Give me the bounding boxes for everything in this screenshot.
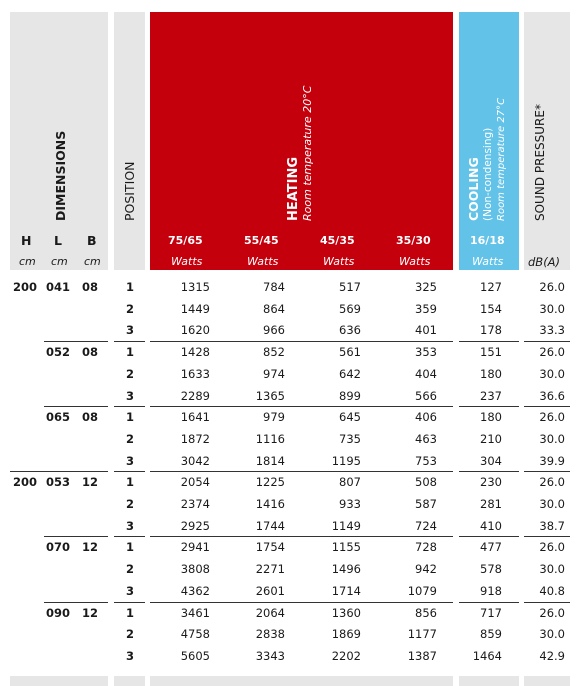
group-separator (150, 406, 453, 407)
heat-unit: Watts (323, 255, 355, 268)
group-separator (150, 536, 453, 537)
cool-16-18-value: 410 (480, 518, 502, 533)
dim-b-unit: cm (84, 255, 101, 268)
dim-l-value: 090 (46, 605, 71, 620)
cool-16-18-value: 1464 (472, 648, 502, 663)
heat-35-30-value: 1177 (407, 627, 437, 642)
position-value: 2 (125, 301, 134, 316)
cool-unit: Watts (472, 255, 504, 268)
cool-16-18-value: 717 (480, 605, 502, 620)
group-separator (459, 602, 519, 603)
position-value: 2 (125, 431, 134, 446)
dim-l-value: 053 (46, 475, 71, 490)
group-separator (150, 471, 453, 472)
group-separator (44, 536, 108, 537)
heat-75-65-value: 2941 (180, 540, 210, 555)
group-separator (114, 536, 145, 537)
heat-75-65-value: 3461 (180, 605, 210, 620)
heat-55-45-value: 852 (263, 345, 285, 360)
heat-55-45-value: 2064 (255, 605, 285, 620)
heat-75-65-value: 5605 (180, 648, 210, 663)
sound-dba-value: 30.0 (539, 366, 565, 381)
position-value: 3 (125, 518, 134, 533)
heat-35-30-value: 728 (415, 540, 437, 555)
footer-strip (459, 676, 519, 686)
group-separator (114, 471, 145, 472)
heat-75-65-value: 1872 (180, 431, 210, 446)
sound-dba-value: 42.9 (539, 648, 565, 663)
heat-unit: Watts (247, 255, 279, 268)
heat-45-35-value: 561 (339, 345, 361, 360)
heat-35-30-value: 359 (415, 301, 437, 316)
footer-strip (150, 676, 453, 686)
group-separator (459, 536, 519, 537)
group-separator (44, 602, 108, 603)
group-separator (459, 406, 519, 407)
heat-55-45-value: 3343 (255, 648, 285, 663)
heat-55-45-value: 974 (263, 366, 285, 381)
sound-dba-value: 30.0 (539, 431, 565, 446)
dim-b-value: 12 (82, 475, 99, 490)
group-separator (524, 406, 570, 407)
position-value: 2 (125, 627, 134, 642)
group-separator (114, 341, 145, 342)
sound-dba-value: 26.0 (539, 605, 565, 620)
dim-b-value: 08 (82, 280, 99, 294)
heat-75-65-value: 1641 (180, 410, 210, 425)
heat-75-65-value: 1315 (180, 280, 210, 294)
heat-55-45-value: 1365 (255, 388, 285, 403)
heat-unit: Watts (399, 255, 431, 268)
heat-45-35-value: 1149 (331, 518, 361, 533)
position-value: 3 (125, 453, 134, 468)
position-value: 1 (125, 280, 134, 294)
sound-dba-value: 38.7 (539, 518, 565, 533)
heat-45-35-value: 2202 (331, 648, 361, 663)
heat-45-35-value: 569 (339, 301, 361, 316)
footer-strip (10, 676, 108, 686)
heat-35-30-value: 404 (415, 366, 437, 381)
dim-b-label: B (87, 233, 97, 248)
group-separator (150, 602, 453, 603)
group-separator (524, 536, 570, 537)
sound-unit: dB(A) (528, 255, 561, 269)
heat-45-35-value: 642 (339, 366, 361, 381)
heat-35-30-value: 942 (415, 562, 437, 577)
cool-16-18-value: 127 (480, 280, 502, 294)
heat-55-45-value: 2601 (255, 583, 285, 598)
heat-55-45-value: 864 (263, 301, 285, 316)
group-separator (524, 341, 570, 342)
dim-l-value: 065 (46, 410, 71, 425)
dim-b-value: 08 (82, 345, 99, 360)
heat-35-30-value: 325 (415, 280, 437, 294)
heat-35-30-value: 1387 (407, 648, 437, 663)
heat-75-65-value: 4362 (180, 583, 210, 598)
heat-45-35-value: 1869 (331, 627, 361, 642)
heat-55-45-value: 1814 (255, 453, 285, 468)
heat-45-35-value: 1496 (331, 562, 361, 577)
cool-16-18-value: 180 (480, 410, 502, 425)
group-separator (459, 471, 519, 472)
dim-l-unit: cm (51, 255, 68, 268)
heat-75-65-value: 1449 (180, 301, 210, 316)
position-value: 1 (125, 540, 134, 555)
sound-dba-value: 26.0 (539, 280, 565, 294)
heat-45-35-value: 636 (339, 323, 361, 338)
cool-16-18-value: 281 (480, 497, 502, 511)
heating-title: HEATING (286, 156, 301, 221)
cool-16-18-value: 918 (480, 583, 502, 598)
heat-55-45-value: 1416 (255, 497, 285, 511)
position-value: 1 (125, 345, 134, 360)
heat-55-45-value: 1754 (255, 540, 285, 555)
cool-16-18-value: 154 (480, 301, 502, 316)
dim-h-unit: cm (19, 255, 36, 268)
footer-strip (524, 676, 570, 686)
group-separator (114, 406, 145, 407)
sound-title: SOUND PRESSURE* (533, 104, 547, 221)
heat-35-30-value: 406 (415, 410, 437, 425)
heat-45-35-value: 933 (339, 497, 361, 511)
heat-unit: Watts (171, 255, 203, 268)
cool-16-18-value: 477 (480, 540, 502, 555)
sound-dba-value: 40.8 (539, 583, 565, 598)
position-value: 2 (125, 562, 134, 577)
heat-75-65-value: 3808 (180, 562, 210, 577)
heat-75-65-value: 4758 (180, 627, 210, 642)
heat-75-65-value: 2054 (180, 475, 210, 490)
position-value: 2 (125, 497, 134, 511)
heat-45-35-value: 517 (339, 280, 361, 294)
heat-col-45-35: 45/35 (320, 234, 355, 247)
sound-dba-value: 30.0 (539, 562, 565, 577)
cool-16-18-value: 230 (480, 475, 502, 490)
heat-55-45-value: 784 (263, 280, 285, 294)
position-value: 3 (125, 648, 134, 663)
group-separator (524, 471, 570, 472)
dim-h-value: 200 (13, 475, 38, 490)
heat-45-35-value: 645 (339, 410, 361, 425)
heat-75-65-value: 1633 (180, 366, 210, 381)
position-value: 3 (125, 388, 134, 403)
group-separator (459, 341, 519, 342)
position-value: 1 (125, 475, 134, 490)
cool-16-18-value: 180 (480, 366, 502, 381)
cool-16-18-value: 304 (480, 453, 502, 468)
heat-55-45-value: 1116 (255, 431, 285, 446)
dim-b-value: 08 (82, 410, 99, 425)
cool-16-18-value: 237 (480, 388, 502, 403)
heat-col-75-65: 75/65 (168, 234, 203, 247)
sound-dba-value: 30.0 (539, 627, 565, 642)
position-value: 3 (125, 583, 134, 598)
heat-35-30-value: 724 (415, 518, 437, 533)
position-title: POSITION (122, 161, 137, 221)
group-separator (114, 602, 145, 603)
heat-col-35-30: 35/30 (396, 234, 431, 247)
heat-35-30-value: 508 (415, 475, 437, 490)
cool-16-18-value: 178 (480, 323, 502, 338)
group-separator (44, 341, 108, 342)
position-value: 2 (125, 366, 134, 381)
heat-75-65-value: 2289 (180, 388, 210, 403)
heat-45-35-value: 1155 (331, 540, 361, 555)
heat-45-35-value: 1195 (331, 453, 361, 468)
cool-16-18-value: 859 (480, 627, 502, 642)
heat-75-65-value: 1620 (180, 323, 210, 338)
cool-col-16-18: 16/18 (470, 234, 505, 247)
heat-35-30-value: 353 (415, 345, 437, 360)
heat-35-30-value: 856 (415, 605, 437, 620)
heat-35-30-value: 587 (415, 497, 437, 511)
dim-h-label: H (21, 233, 32, 248)
heat-55-45-value: 1744 (255, 518, 285, 533)
cool-16-18-value: 578 (480, 562, 502, 577)
dim-l-value: 070 (46, 540, 71, 555)
sound-dba-value: 36.6 (539, 388, 565, 403)
dim-b-value: 12 (82, 605, 99, 620)
dim-l-value: 052 (46, 345, 71, 360)
cooling-sub2: Room temperature 27°C (496, 97, 507, 221)
heat-75-65-value: 1428 (180, 345, 210, 360)
footer-strip (114, 676, 145, 686)
heat-45-35-value: 807 (339, 475, 361, 490)
cool-16-18-value: 151 (480, 345, 502, 360)
heat-55-45-value: 979 (263, 410, 285, 425)
heat-45-35-value: 1714 (331, 583, 361, 598)
heating-subtitle: Room temperature 20°C (301, 85, 314, 221)
group-separator (44, 406, 108, 407)
sound-dba-value: 30.0 (539, 497, 565, 511)
dim-l-value: 041 (46, 280, 71, 294)
heat-75-65-value: 3042 (180, 453, 210, 468)
sound-dba-value: 26.0 (539, 540, 565, 555)
heat-75-65-value: 2925 (180, 518, 210, 533)
cooling-sub1: (Non-condensing) (482, 127, 494, 221)
heat-55-45-value: 2271 (255, 562, 285, 577)
heat-35-30-value: 566 (415, 388, 437, 403)
heat-35-30-value: 401 (415, 323, 437, 338)
sound-dba-value: 26.0 (539, 410, 565, 425)
dimensions-title: DIMENSIONS (53, 130, 68, 221)
sound-dba-value: 30.0 (539, 301, 565, 316)
heat-45-35-value: 1360 (331, 605, 361, 620)
dim-b-value: 12 (82, 540, 99, 555)
dim-l-label: L (54, 233, 62, 248)
heat-55-45-value: 1225 (255, 475, 285, 490)
sound-header-bg (524, 12, 570, 270)
group-separator (150, 341, 453, 342)
heat-45-35-value: 899 (339, 388, 361, 403)
cool-16-18-value: 210 (480, 431, 502, 446)
position-value: 3 (125, 323, 134, 338)
sound-dba-value: 26.0 (539, 475, 565, 490)
heat-35-30-value: 753 (415, 453, 437, 468)
heat-75-65-value: 2374 (180, 497, 210, 511)
sound-dba-value: 33.3 (539, 323, 565, 338)
heat-55-45-value: 966 (263, 323, 285, 338)
group-separator (524, 602, 570, 603)
position-value: 1 (125, 410, 134, 425)
dim-h-value: 200 (13, 280, 38, 294)
sound-dba-value: 26.0 (539, 345, 565, 360)
heat-col-55-45: 55/45 (244, 234, 279, 247)
heat-35-30-value: 1079 (407, 583, 437, 598)
position-header-bg (114, 12, 145, 270)
heat-35-30-value: 463 (415, 431, 437, 446)
cooling-title: COOLING (466, 157, 481, 221)
heat-55-45-value: 2838 (255, 627, 285, 642)
position-value: 1 (125, 605, 134, 620)
sound-dba-value: 39.9 (539, 453, 565, 468)
heat-45-35-value: 735 (339, 431, 361, 446)
group-separator (10, 471, 108, 472)
